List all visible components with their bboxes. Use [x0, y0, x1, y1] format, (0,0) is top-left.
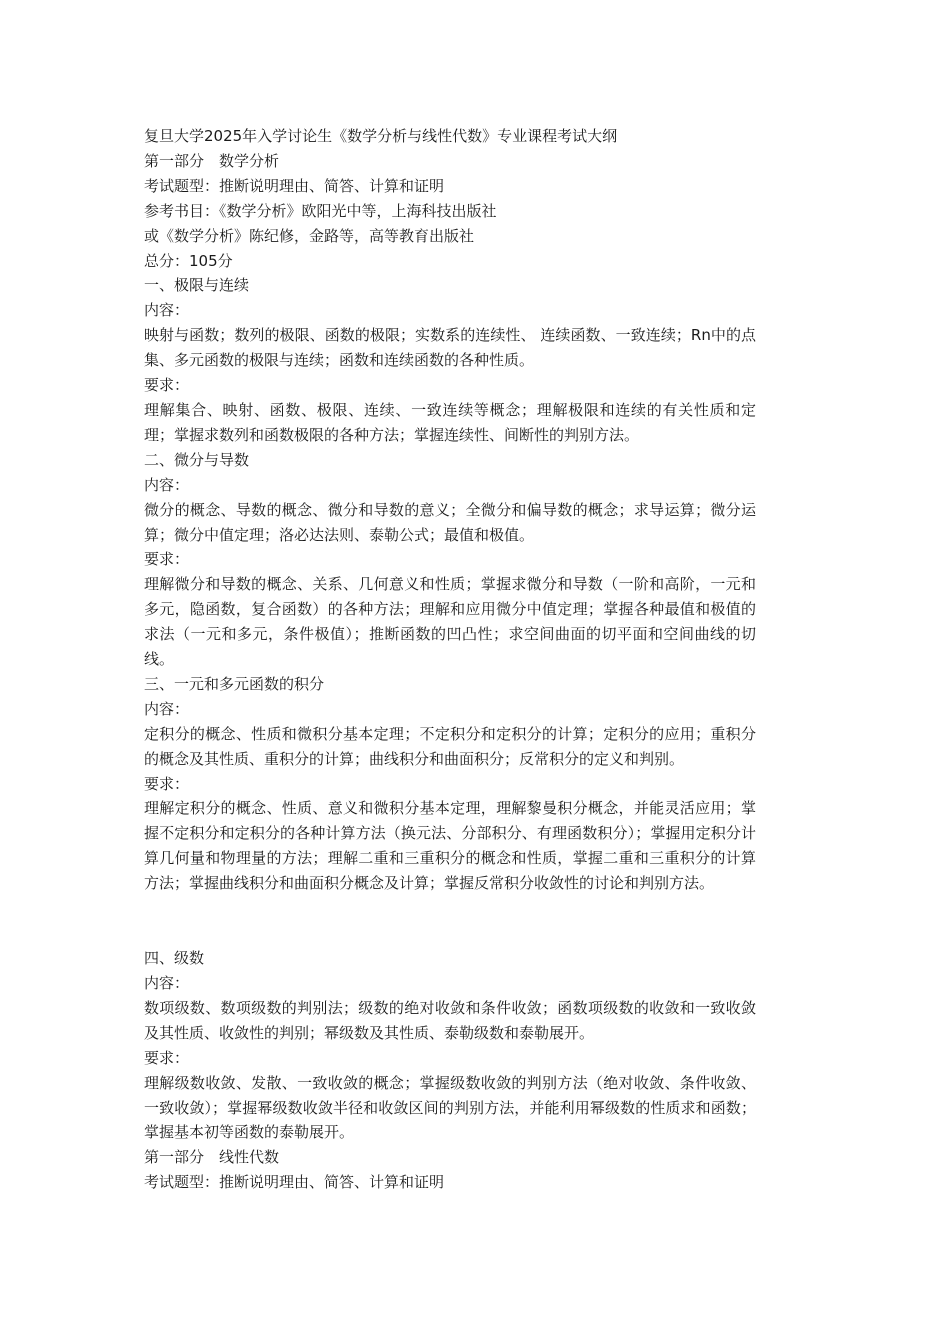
section-content-limits: 映射与函数；数列的极限、函数的极限；实数系的连续性、 连续函数、一致连续；Rn中的点集、多元函数的极限与连续；函数和连续函数的各种性质。	[144, 326, 756, 370]
content-label: 内容：	[144, 974, 190, 992]
reference-book-1: 参考书目：《数学分析》欧阳光中等，上海科技出版社	[144, 201, 497, 220]
exam-type-linear-algebra: 考试题型：推断说明理由、简答、计算和证明	[144, 1173, 445, 1192]
section-content-derivatives: 微分的概念、导数的概念、微分和导数的意义；全微分和偏导数的概念；求导运算；微分运算；微分中值定理；洛必达法则、泰勒公式；最值和极值。	[144, 500, 756, 544]
total-score: 总分：105分	[144, 251, 233, 270]
section-requirement-limits: 理解集合、映射、函数、极限、连续、一致连续等概念；理解极限和连续的有关性质和定理；掌握求数列和函数极限的各种方法；掌握连续性、间断性的判别方法。	[144, 400, 756, 444]
blank-gap	[144, 896, 756, 946]
section-requirement-series: 理解级数收敛、发散、一致收敛的概念；掌握级数收敛的判别方法（绝对收敛、条件收敛、一致收敛）；掌握幂级数收敛半径和收敛区间的判别方法，并能利用幂级数的性质求和函数；掌握基本初等函数的泰勒展开。	[144, 1073, 756, 1142]
section-requirement-derivatives: 理解微分和导数的概念、关系、几何意义和性质；掌握求微分和导数（一阶和高阶，一元和多元，隐函数，复合函数）的各种方法；理解和应用微分中值定理；掌握各种最值和极值的求法（一元和多元，条件极值）；推断函数的凹凸性；求空间曲面的切平面和空间曲线的切线。	[144, 575, 756, 669]
content-label: 内容：	[144, 301, 190, 320]
part-heading-linear-algebra: 第一部分 线性代数	[144, 1148, 280, 1167]
section-content-integrals: 定积分的概念、性质和微积分基本定理；不定积分和定积分的计算；定积分的应用；重积分的概念及其性质、重积分的计算；曲线积分和曲面积分；反常积分的定义和判别。	[144, 724, 756, 768]
requirement-label: 要求：	[144, 1048, 190, 1067]
section-heading-integrals: 三、一元和多元函数的积分	[144, 674, 325, 693]
content-label: 内容：	[144, 699, 190, 718]
requirement-label: 要求：	[144, 376, 190, 395]
reference-book-2: 或《数学分析》陈纪修，金路等，高等教育出版社	[144, 226, 475, 245]
section-heading-limits: 一、极限与连续	[144, 276, 250, 295]
document-title: 复旦大学2025年入学讨论生《数学分析与线性代数》专业课程考试大纲	[144, 127, 618, 145]
content-label: 内容：	[144, 475, 190, 494]
section-heading-derivatives: 二、微分与导数	[144, 450, 250, 469]
section-content-series: 数项级数、数项级数的判别法；级数的绝对收敛和条件收敛；函数项级数的收敛和一致收敛及其性质、收敛性的判别；幂级数及其性质、泰勒级数和泰勒展开。	[144, 998, 756, 1042]
requirement-label: 要求：	[144, 774, 190, 793]
document-page	[144, 124, 756, 1195]
requirement-label: 要求：	[144, 550, 190, 569]
part-heading-math-analysis: 第一部分 数学分析	[144, 151, 280, 170]
section-requirement-integrals: 理解定积分的概念、性质、意义和微积分基本定理，理解黎曼积分概念，并能灵活应用；掌握不定积分和定积分的各种计算方法（换元法、分部积分、有理函数积分）；掌握用定积分计算几何量和物理量的方法；理解二重和三重积分的概念和性质，掌握二重和三重积分的计算方法；掌握曲线积分和曲面积分概念及计算；掌握反常积分收敛性的讨论和判别方法。	[144, 799, 756, 893]
section-heading-series: 四、级数	[144, 949, 205, 968]
exam-type: 考试题型：推断说明理由、简答、计算和证明	[144, 176, 445, 195]
